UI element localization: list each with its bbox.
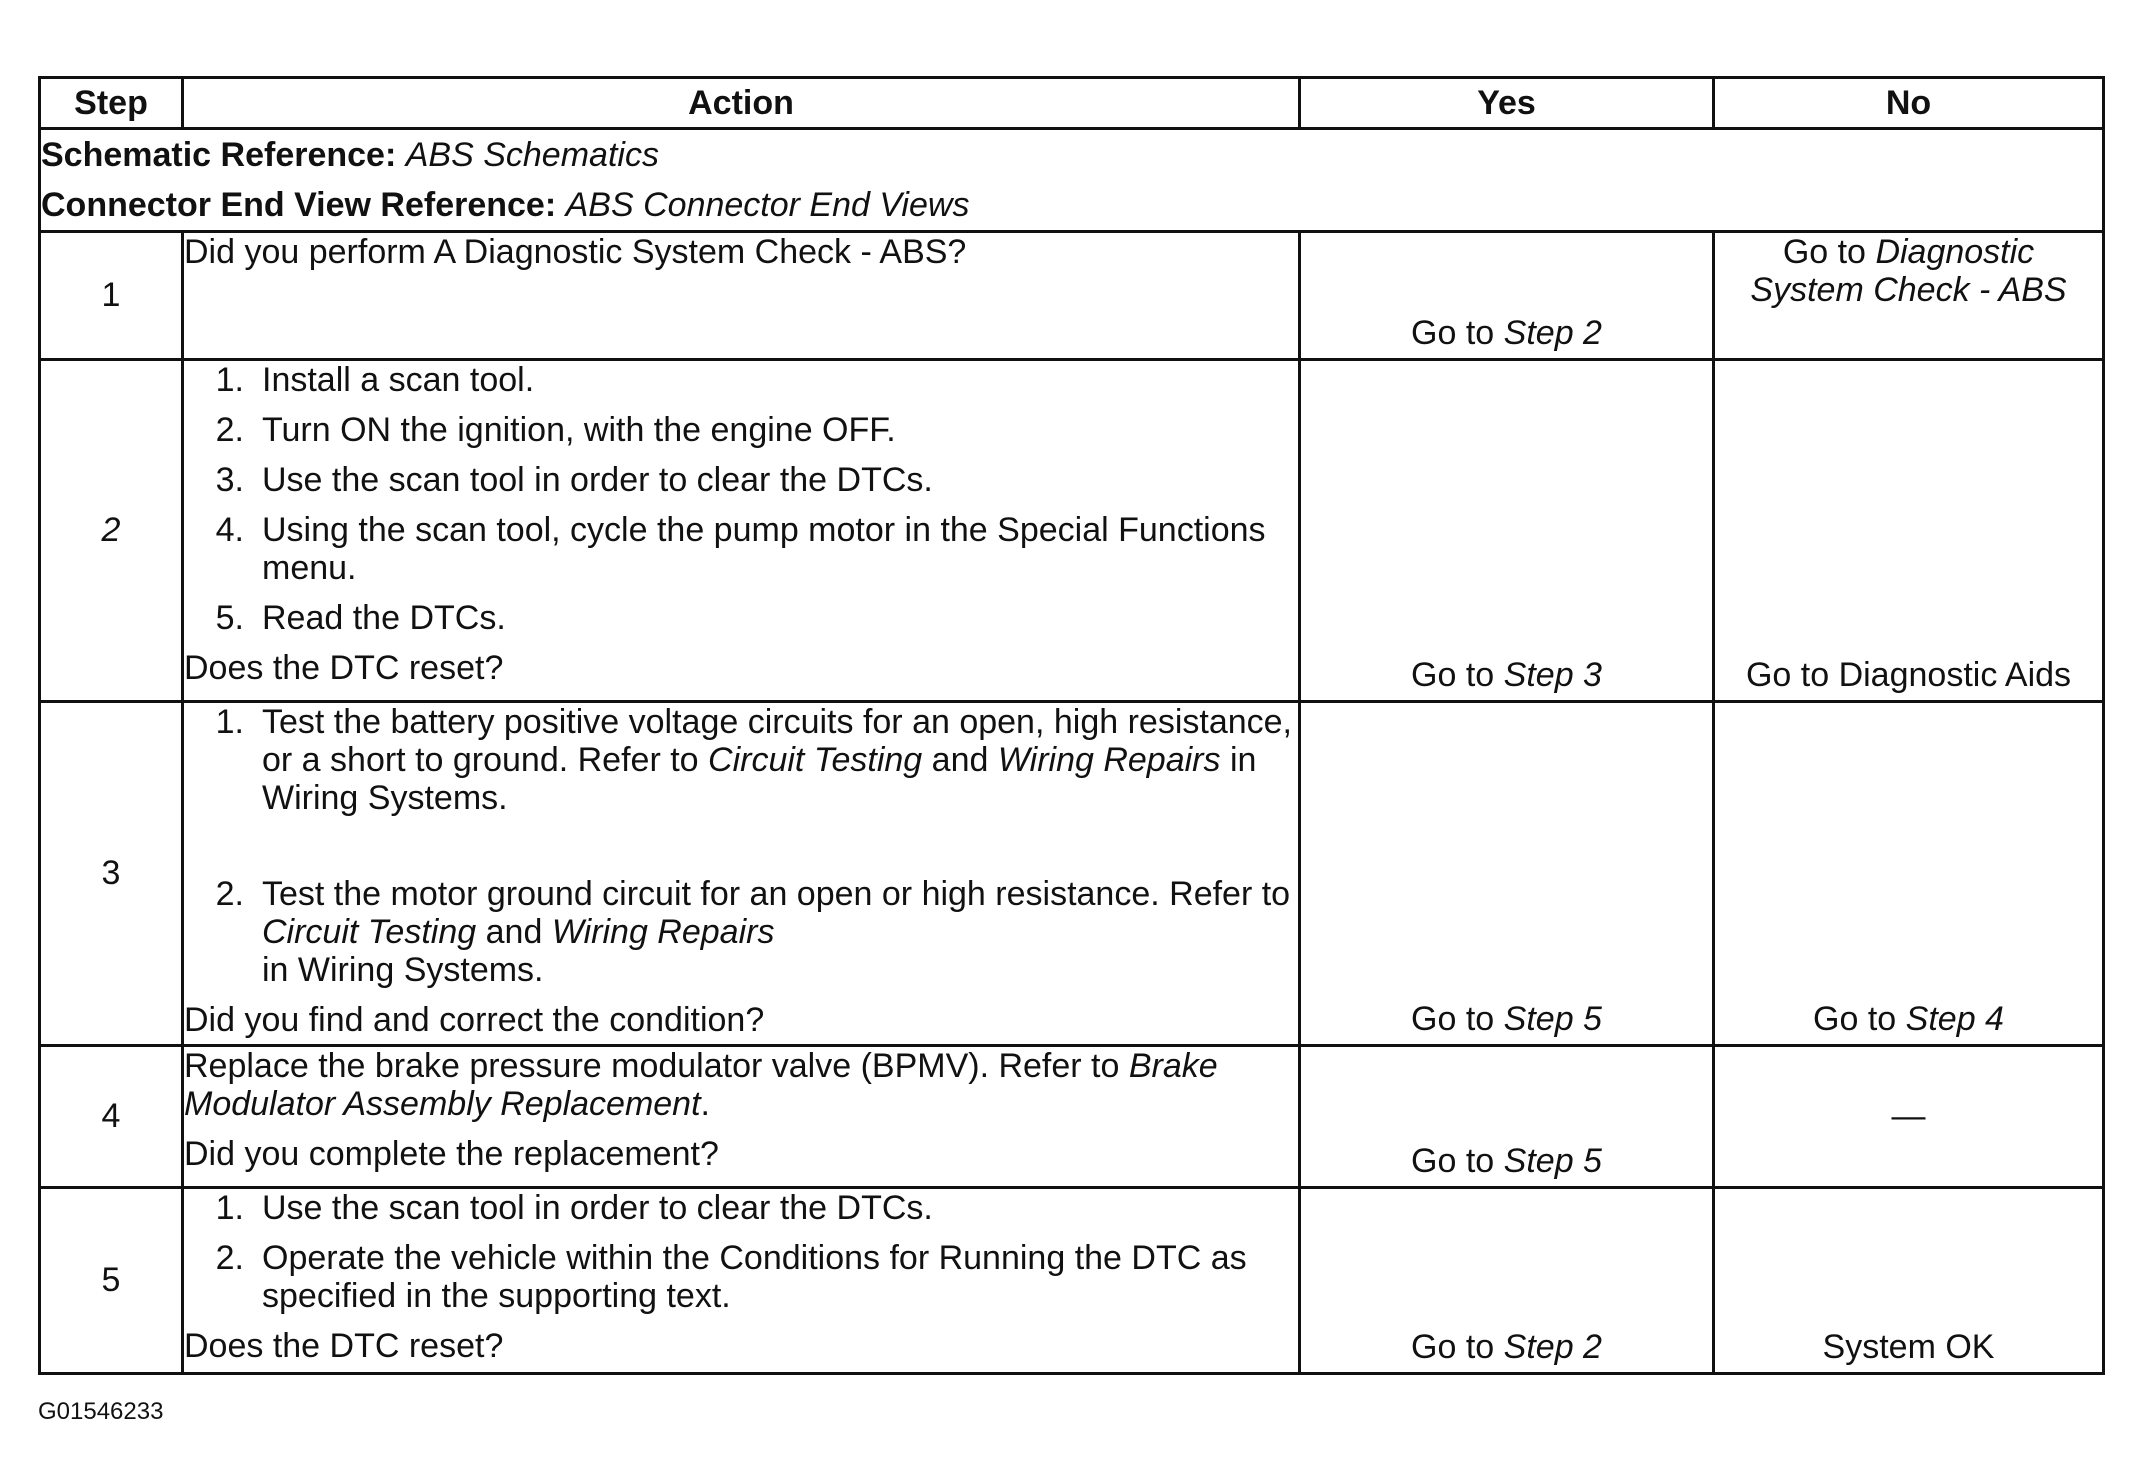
header-step: Step xyxy=(40,78,183,129)
step-number: 1 xyxy=(40,232,183,360)
no-outcome: — xyxy=(1891,1097,1926,1135)
no-outcome: System OK xyxy=(1822,1328,1995,1366)
action-cell xyxy=(183,360,1300,702)
step-number: 3 xyxy=(40,702,183,1046)
connector-reference: Connector End View Reference: ABS Connector End Views xyxy=(41,186,970,224)
header-yes: Yes xyxy=(1300,78,1714,129)
header-no: No xyxy=(1714,78,2104,129)
question: Does the DTC reset? xyxy=(184,1327,504,1365)
reference-cell xyxy=(40,129,2104,232)
step-number: 4 xyxy=(40,1046,183,1188)
step-link[interactable]: Step 5 xyxy=(1503,1142,1602,1180)
list-item: 1. Use the scan tool in order to clear the DTCs. xyxy=(215,1189,933,1227)
reference-link[interactable]: Circuit Testing xyxy=(708,741,923,779)
step-row-4 xyxy=(40,1046,2104,1188)
step-link[interactable]: Step 2 xyxy=(1503,314,1602,352)
reference-link[interactable]: Circuit Testing xyxy=(262,913,477,951)
reference-row xyxy=(40,129,2104,232)
no-cell xyxy=(1714,1046,2104,1188)
step-row-5 xyxy=(40,1188,2104,1374)
reference-link[interactable]: Wiring Repairs xyxy=(997,741,1221,779)
no-outcome: Go to Step 4 xyxy=(1813,1000,2004,1038)
yes-cell xyxy=(1300,1046,1714,1188)
no-cell xyxy=(1714,360,2104,702)
instruction-list xyxy=(184,1189,1298,1315)
no-cell xyxy=(1714,702,2104,1046)
yes-outcome: Go to Step 5 xyxy=(1411,1000,1602,1038)
no-cell xyxy=(1714,1188,2104,1374)
reference-link[interactable]: Diagnostic System Check - ABS xyxy=(1750,233,2067,309)
question: Did you find and correct the condition? xyxy=(184,1001,765,1039)
no-outcome: Go to Diagnostic System Check - ABS xyxy=(1750,233,2067,309)
yes-outcome: Go to Step 2 xyxy=(1411,314,1602,352)
yes-cell xyxy=(1300,360,1714,702)
no-outcome[interactable]: Go to Diagnostic Aids xyxy=(1745,656,2072,694)
question: Does the DTC reset? xyxy=(184,649,504,687)
spacer xyxy=(184,829,1298,863)
step-link[interactable]: Step 5 xyxy=(1503,1000,1602,1038)
step-number: 5 xyxy=(40,1188,183,1374)
header-row xyxy=(40,78,2104,129)
list-item: 1. Install a scan tool. xyxy=(215,361,535,399)
list-item: 4. Using the scan tool, cycle the pump motor in the Special Functions menu. xyxy=(215,511,1266,587)
no-cell xyxy=(1714,232,2104,360)
action-cell xyxy=(183,232,1300,360)
figure-id: G01546233 xyxy=(38,1398,164,1425)
list-item: 2. Test the motor ground circuit for an open or high resistance. Refer to Circuit Testing and Wiring Repairs in Wiring Systems. xyxy=(215,875,1291,989)
schematic-reference: Schematic Reference: ABS Schematics xyxy=(41,136,659,174)
step-number: 2 xyxy=(40,360,183,702)
step-link[interactable]: Step 4 xyxy=(1905,1000,2004,1038)
action-cell xyxy=(183,1188,1300,1374)
question: Did you complete the replacement? xyxy=(184,1135,719,1173)
question: Did you perform A Diagnostic System Check - ABS? xyxy=(184,233,967,271)
yes-outcome: Go to Step 2 xyxy=(1411,1328,1602,1366)
yes-cell xyxy=(1300,702,1714,1046)
header-action: Action xyxy=(183,78,1300,129)
instruction-list xyxy=(184,361,1298,637)
step-row-2 xyxy=(40,360,2104,702)
list-item: 2. Operate the vehicle within the Conditions for Running the DTC as specified in the supporting text. xyxy=(215,1239,1247,1315)
yes-outcome: Go to Step 3 xyxy=(1411,656,1602,694)
action-cell xyxy=(183,702,1300,1046)
instruction: Replace the brake pressure modulator valve (BPMV). Refer to Brake Modulator Assembly Replacement. xyxy=(184,1047,1218,1123)
list-item: 1. Test the battery positive voltage circuits for an open, high resistance, or a short to ground. Refer to Circuit Testing and Wiring Repairs in Wiring Systems. xyxy=(215,703,1292,817)
reference-link[interactable]: Wiring Repairs xyxy=(551,913,775,951)
yes-cell xyxy=(1300,232,1714,360)
list-item: 2. Turn ON the ignition, with the engine OFF. xyxy=(215,411,896,449)
action-cell xyxy=(183,1046,1300,1188)
step-link[interactable]: Step 2 xyxy=(1503,1328,1602,1366)
list-item: 5. Read the DTCs. xyxy=(215,599,506,637)
step-row-3 xyxy=(40,702,2104,1046)
instruction-list xyxy=(184,703,1298,989)
yes-cell xyxy=(1300,1188,1714,1374)
list-item: 3. Use the scan tool in order to clear the DTCs. xyxy=(215,461,933,499)
step-link[interactable]: Step 3 xyxy=(1503,656,1602,694)
diagnostic-table xyxy=(38,76,2105,1375)
yes-outcome: Go to Step 5 xyxy=(1411,1142,1602,1180)
reference-link[interactable]: Brake Modulator Assembly Replacement xyxy=(184,1047,1218,1123)
step-row-1 xyxy=(40,232,2104,360)
